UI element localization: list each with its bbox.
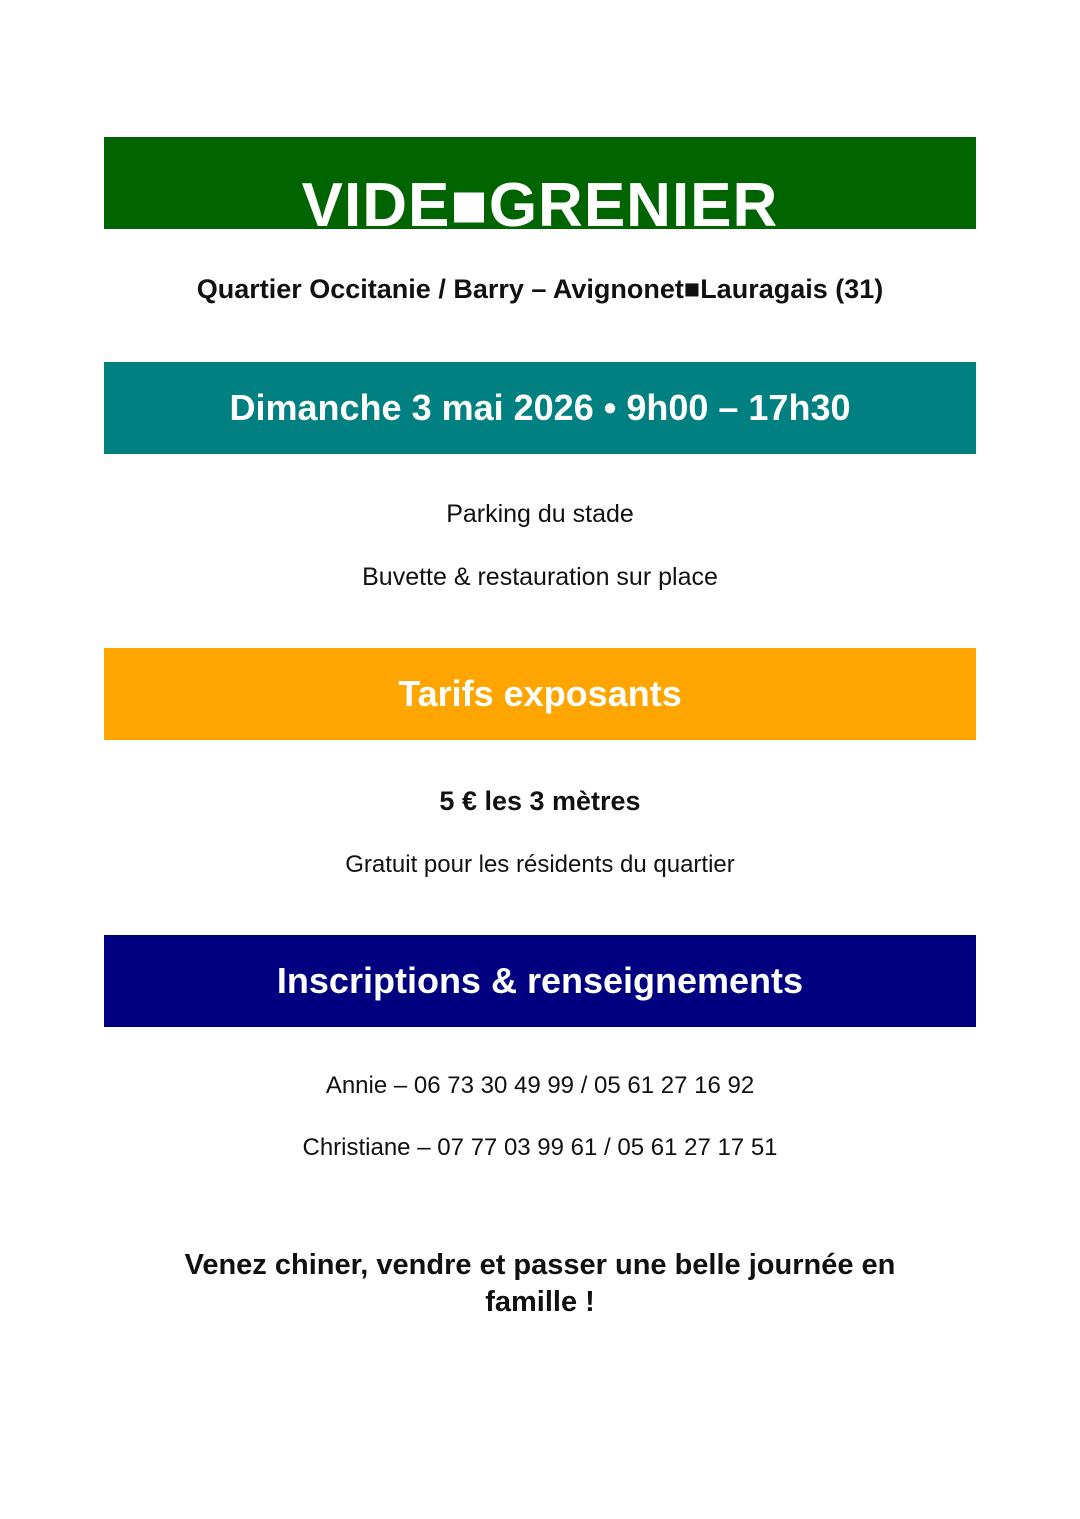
free-note: Gratuit pour les résidents du quartier xyxy=(345,851,735,878)
contact-banner: Inscriptions & renseignements xyxy=(104,935,976,1027)
tarifs-banner: Tarifs exposants xyxy=(104,648,976,740)
food-text: Buvette & restauration sur place xyxy=(362,563,718,591)
title-banner xyxy=(104,137,976,229)
contact-annie: Annie – 06 73 30 49 99 / 05 61 27 16 92 xyxy=(325,1072,755,1099)
contact-christiane: Christiane – 07 77 03 99 61 / 05 61 27 17 51 xyxy=(302,1134,778,1161)
closing-message: Venez chiner, vendre et passer une belle journée en famille ! xyxy=(184,1249,896,1318)
price-text: 5 € les 3 mètres xyxy=(439,786,641,816)
venue-text: Parking du stade xyxy=(446,500,634,528)
date-banner: Dimanche 3 mai 2026 • 9h00 – 17h30 xyxy=(104,362,976,454)
location-subtitle: Quartier Occitanie / Barry – Avignonet■Lauragais (31) xyxy=(196,274,884,304)
page-title: VIDE■GRENIER xyxy=(301,171,779,229)
